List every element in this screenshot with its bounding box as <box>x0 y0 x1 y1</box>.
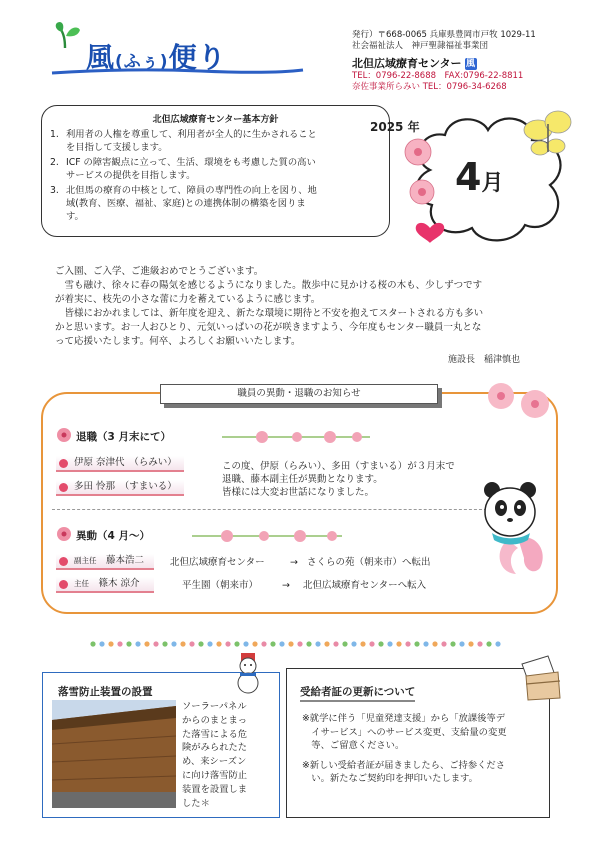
separator-dot <box>459 641 464 646</box>
certificate-text <box>302 712 542 792</box>
cert-line: ※新しい受給者証が届きましたら、ご持参くださ <box>302 759 506 771</box>
separator-dot <box>216 641 221 646</box>
policy-line: 利用者の人権を尊重して、利用者が全人的に生かされること <box>66 129 317 140</box>
separator-dot <box>405 641 410 646</box>
sakura-flower-icon <box>59 580 68 589</box>
separator-dot <box>207 641 212 646</box>
snow-line: た落雪による危 <box>182 728 248 740</box>
certificate-paragraph <box>302 712 542 753</box>
greeting-line: かと思います。お一人おひとり、元気いっぱいの花が咲きますよう、今年度もセンター職員一丸とな <box>55 322 482 333</box>
separator-dot <box>117 641 122 646</box>
leaf-icon <box>52 20 82 50</box>
separator-dot <box>288 641 293 646</box>
separator-dot <box>225 641 230 646</box>
transfer-to: さくらの苑（朝来市）へ転出 <box>307 557 431 568</box>
snow-line: 険がみられたた <box>182 742 248 754</box>
butterfly-icon <box>524 111 571 155</box>
retiree-name: 多田 怜那 <box>74 481 116 492</box>
dotted-separator <box>88 639 508 649</box>
separator-dot <box>270 641 275 646</box>
snow-line: ソーラーパネル <box>182 701 247 712</box>
separator-dot <box>468 641 473 646</box>
separator-dot <box>99 641 104 646</box>
building-photo <box>52 700 176 808</box>
policy-item <box>50 128 380 154</box>
issue-month <box>455 155 503 199</box>
snowman-icon <box>232 652 266 694</box>
separator-dot <box>198 641 203 646</box>
certificate-paragraph <box>302 759 542 786</box>
separator-dot <box>342 641 347 646</box>
snow-line: め、来シーズン <box>182 756 247 768</box>
policy-item-number: 3. <box>50 185 59 196</box>
separator-dot <box>243 641 248 646</box>
separator-dot <box>333 641 338 646</box>
retire-heading: 退職（3 月末にて） <box>76 431 171 443</box>
title-underline <box>50 68 305 76</box>
separator-dot <box>279 641 284 646</box>
transfer-heading: 異動（4 月～） <box>76 530 150 542</box>
transfer-name: 篠木 涼介 <box>98 578 140 589</box>
cert-line: ※就学に伴う「児童発達支援」から「放課後等デ <box>302 713 506 724</box>
sakura-garland-icon <box>192 529 342 543</box>
policy-line: 域(教育、医療、福祉、家庭)との連携体制の構築を図りま <box>66 198 306 209</box>
transfer-name: 藤本浩二 <box>106 555 145 566</box>
policy-item <box>50 156 380 182</box>
sender-org-name: 北但広域療育センター <box>352 57 462 70</box>
separator-dot <box>135 641 140 646</box>
retiree-note: （すまいる） <box>124 481 177 492</box>
separator-dot <box>351 641 356 646</box>
transfer-arrow: → <box>290 557 298 568</box>
retire-message-line: 退職、藤本副主任が異動となります。 <box>222 474 383 485</box>
sender-org <box>352 55 592 71</box>
personnel-ribbon: 職員の異動・退職のお知らせ <box>160 384 438 404</box>
greeting-line: って応援いたします。何卒、よろしくお願いいたします。 <box>55 336 301 347</box>
snow-guard-heading: 落雪防止装置の設置 <box>58 686 153 698</box>
transfer-role: 主任 <box>74 579 89 588</box>
separator-dot <box>495 641 500 646</box>
separator-dot <box>423 641 428 646</box>
certificate-heading: 受給者証の更新について <box>300 684 415 702</box>
snow-line: した＊ <box>182 797 210 809</box>
separator-dot <box>315 641 320 646</box>
snow-line: 装置を設置しま <box>182 783 248 795</box>
greeting-line: が着実に、枝先の小さな蕾に力を蓄えているように感じます。 <box>55 294 321 305</box>
transfer-row-namebar <box>56 554 154 570</box>
greeting-text <box>55 265 565 349</box>
transfer-from: 北但広域療育センター <box>170 557 265 568</box>
separator-dot <box>450 641 455 646</box>
separator-dot <box>252 641 257 646</box>
retiree-name: 伊原 奈津代 <box>74 457 125 468</box>
policy-item <box>50 184 380 223</box>
separator-dot <box>144 641 149 646</box>
policy-item-number: 1. <box>50 129 59 140</box>
separator-dot <box>162 641 167 646</box>
snow-line: に向け落雪防止 <box>182 769 248 781</box>
basic-policy-box <box>41 105 390 237</box>
transfer-arrow: → <box>282 580 290 591</box>
separator-dot <box>297 641 302 646</box>
greeting-line: 雪も融け、徐々に春の陽気を感じるようになりました。散歩中に見かける桜の木も、少しずつです <box>55 280 483 291</box>
transfer-from: 平生園（朝来市） <box>182 580 259 591</box>
sakura-flower-icon <box>485 378 555 423</box>
cert-line: イサービス」へのサービス変更、支給量の変更 <box>302 726 507 738</box>
sender-branch: 奈佐事業所らみい TEL：0796-34-6268 <box>352 82 507 92</box>
cert-line: い。新たなご契約印を押印いたします。 <box>302 773 478 784</box>
issue-year: 2025 年 <box>370 120 420 134</box>
package-icon <box>518 654 564 702</box>
separator-dot <box>261 641 266 646</box>
sender-info <box>352 30 592 93</box>
policy-line: を目指して支援します。 <box>66 142 168 153</box>
separator-dot <box>108 641 113 646</box>
section-divider <box>52 509 492 510</box>
director-signature: 施設長 稲津慎也 <box>448 355 521 365</box>
separator-dot <box>171 641 176 646</box>
separator-dot <box>387 641 392 646</box>
greeting-line: 皆様におかれましては、新年度を迎え、新たな環境に期待と不安を抱えてスタートされる方も多い <box>55 308 484 319</box>
separator-dot <box>234 641 239 646</box>
separator-dot <box>90 641 95 646</box>
separator-dot <box>378 641 383 646</box>
separator-dot <box>486 641 491 646</box>
separator-dot <box>324 641 329 646</box>
separator-dot <box>153 641 158 646</box>
separator-dot <box>414 641 419 646</box>
policy-line: す。 <box>66 211 84 222</box>
sender-corporation: 社会福祉法人 神戸聖隷福祉事業団 <box>352 41 489 51</box>
transfer-to: 北但広域療育センターへ転入 <box>303 580 427 591</box>
cert-line: 等、ご留意ください。 <box>302 740 405 751</box>
separator-dot <box>180 641 185 646</box>
separator-dot <box>189 641 194 646</box>
retire-message-line: 皆様には大変お世話になりました。 <box>222 487 375 498</box>
policy-line: ICF の障害観点に立って、生活、環境をも考慮した質の高い <box>66 157 316 168</box>
title-tayori: 便り <box>168 41 227 74</box>
retiree-row <box>56 456 184 472</box>
sakura-garland-icon <box>222 430 370 444</box>
policy-list <box>50 128 380 225</box>
snow-line: からのまとまっ <box>182 714 248 726</box>
policy-line: サービスの提供を目指します。 <box>66 170 196 181</box>
sender-tel: TEL：0796-22-8688 FAX:0796-22-8811 <box>352 71 524 81</box>
retire-message <box>222 460 455 499</box>
heart-icon <box>416 223 445 243</box>
panda-mascot-icon <box>478 478 560 578</box>
separator-dot <box>126 641 131 646</box>
issue-month-unit: 月 <box>481 171 504 196</box>
title-kana: (ふぅ) <box>115 52 169 72</box>
sakura-flower-icon <box>59 459 68 468</box>
sender-address: 発行）〒668-0065 兵庫県豊岡市戸牧 1029-11 <box>352 30 536 40</box>
sakura-flower-icon <box>56 526 72 542</box>
policy-title: 北但広域療育センター基本方針 <box>152 115 279 125</box>
sakura-flower-icon <box>56 427 72 443</box>
separator-dot <box>432 641 437 646</box>
greeting-line: ご入園、ご入学、ご進級おめでとうございます。 <box>55 266 264 277</box>
retiree-note: （らみい） <box>134 457 177 468</box>
policy-line: 北但馬の療育の中核として、障員の専門性の向上を図り、地 <box>66 185 317 196</box>
sakura-flower-icon <box>59 483 68 492</box>
transfer-row-namebar <box>56 577 154 593</box>
retire-message-line: この度、伊原（らみい）、多田（すまいる）が３月末で <box>222 461 455 472</box>
separator-dot <box>306 641 311 646</box>
title-kanji: 風 <box>86 41 116 74</box>
separator-dot <box>441 641 446 646</box>
issue-month-number: 4 <box>455 155 482 199</box>
transfer-role: 副主任 <box>74 556 97 565</box>
sakura-flower-icon <box>59 557 68 566</box>
separator-dot <box>477 641 482 646</box>
org-logo-icon: 風 <box>466 59 476 69</box>
separator-dot <box>360 641 365 646</box>
retiree-row <box>56 480 184 496</box>
snow-guard-text <box>182 700 247 810</box>
separator-dot <box>396 641 401 646</box>
policy-item-number: 2. <box>50 157 59 168</box>
separator-dot <box>369 641 374 646</box>
